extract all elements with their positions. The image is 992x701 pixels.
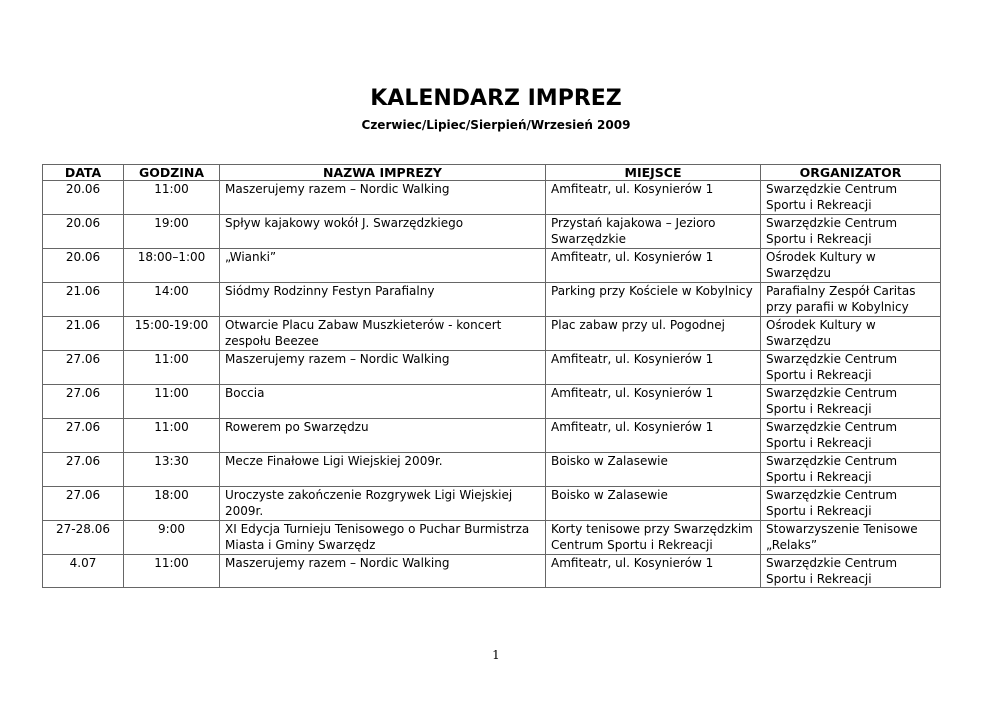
table-row <box>43 215 941 249</box>
cell-organizer: Swarzędzkie Centrum Sportu i Rekreacji <box>761 215 941 249</box>
page-number: 1 <box>492 648 500 662</box>
cell-place: Amfiteatr, ul. Kosynierów 1 <box>546 419 761 453</box>
cell-date: 27.06 <box>43 351 124 385</box>
cell-place: Plac zabaw przy ul. Pogodnej <box>546 317 761 351</box>
cell-time: 11:00 <box>124 351 220 385</box>
cell-time: 11:00 <box>124 385 220 419</box>
cell-time: 13:30 <box>124 453 220 487</box>
table-row <box>43 181 941 215</box>
table-row <box>43 419 941 453</box>
table-row <box>43 555 941 588</box>
table-row <box>43 453 941 487</box>
cell-event-name: Otwarcie Placu Zabaw Muszkieterów - koncert zespołu Beezee <box>220 317 546 351</box>
cell-place: Boisko w Zalasewie <box>546 453 761 487</box>
cell-event-name: Maszerujemy razem – Nordic Walking <box>220 555 546 588</box>
cell-event-name: „Wianki” <box>220 249 546 283</box>
cell-time: 18:00–1:00 <box>124 249 220 283</box>
cell-date: 20.06 <box>43 215 124 249</box>
header-date: DATA <box>43 165 124 181</box>
events-table <box>42 164 941 588</box>
cell-time: 11:00 <box>124 555 220 588</box>
cell-place: Amfiteatr, ul. Kosynierów 1 <box>546 555 761 588</box>
cell-place: Boisko w Zalasewie <box>546 487 761 521</box>
cell-event-name: Boccia <box>220 385 546 419</box>
cell-place: Amfiteatr, ul. Kosynierów 1 <box>546 351 761 385</box>
cell-organizer: Swarzędzkie Centrum Sportu i Rekreacji <box>761 419 941 453</box>
table-row <box>43 283 941 317</box>
cell-organizer: Swarzędzkie Centrum Sportu i Rekreacji <box>761 453 941 487</box>
cell-time: 14:00 <box>124 283 220 317</box>
page-title: KALENDARZ IMPREZ <box>370 86 622 111</box>
cell-place: Amfiteatr, ul. Kosynierów 1 <box>546 249 761 283</box>
cell-place: Amfiteatr, ul. Kosynierów 1 <box>546 385 761 419</box>
cell-place: Korty tenisowe przy Swarzędzkim Centrum Sportu i Rekreacji <box>546 521 761 555</box>
cell-time: 11:00 <box>124 419 220 453</box>
cell-event-name: Maszerujemy razem – Nordic Walking <box>220 351 546 385</box>
cell-organizer: Swarzędzkie Centrum Sportu i Rekreacji <box>761 555 941 588</box>
cell-date: 4.07 <box>43 555 124 588</box>
cell-organizer: Swarzędzkie Centrum Sportu i Rekreacji <box>761 351 941 385</box>
cell-organizer: Swarzędzkie Centrum Sportu i Rekreacji <box>761 385 941 419</box>
page-subtitle: Czerwiec/Lipiec/Sierpień/Wrzesień 2009 <box>361 118 631 132</box>
table-row <box>43 317 941 351</box>
cell-date: 21.06 <box>43 283 124 317</box>
cell-organizer: Parafialny Zespół Caritas przy parafii w Kobylnicy <box>761 283 941 317</box>
header-time: GODZINA <box>124 165 220 181</box>
cell-event-name: Maszerujemy razem – Nordic Walking <box>220 181 546 215</box>
table-row <box>43 385 941 419</box>
table-row <box>43 249 941 283</box>
header-organizer: ORGANIZATOR <box>761 165 941 181</box>
table-row <box>43 351 941 385</box>
cell-organizer: Swarzędzkie Centrum Sportu i Rekreacji <box>761 487 941 521</box>
cell-date: 27.06 <box>43 385 124 419</box>
cell-time: 11:00 <box>124 181 220 215</box>
cell-date: 27.06 <box>43 419 124 453</box>
table-row <box>43 487 941 521</box>
cell-date: 27-28.06 <box>43 521 124 555</box>
cell-event-name: Rowerem po Swarzędzu <box>220 419 546 453</box>
cell-place: Parking przy Kościele w Kobylnicy <box>546 283 761 317</box>
cell-time: 15:00-19:00 <box>124 317 220 351</box>
table-row <box>43 521 941 555</box>
cell-event-name: Spływ kajakowy wokół J. Swarzędzkiego <box>220 215 546 249</box>
cell-event-name: Uroczyste zakończenie Rozgrywek Ligi Wiejskiej 2009r. <box>220 487 546 521</box>
cell-date: 20.06 <box>43 181 124 215</box>
cell-event-name: XI Edycja Turnieju Tenisowego o Puchar Burmistrza Miasta i Gminy Swarzędz <box>220 521 546 555</box>
cell-date: 21.06 <box>43 317 124 351</box>
cell-date: 27.06 <box>43 453 124 487</box>
cell-organizer: Swarzędzkie Centrum Sportu i Rekreacji <box>761 181 941 215</box>
header-place: MIEJSCE <box>546 165 761 181</box>
cell-place: Amfiteatr, ul. Kosynierów 1 <box>546 181 761 215</box>
cell-organizer: Ośrodek Kultury w Swarzędzu <box>761 249 941 283</box>
cell-place: Przystań kajakowa – Jezioro Swarzędzkie <box>546 215 761 249</box>
cell-organizer: Stowarzyszenie Tenisowe „Relaks” <box>761 521 941 555</box>
cell-time: 18:00 <box>124 487 220 521</box>
cell-event-name: Mecze Finałowe Ligi Wiejskiej 2009r. <box>220 453 546 487</box>
cell-organizer: Ośrodek Kultury w Swarzędzu <box>761 317 941 351</box>
cell-time: 9:00 <box>124 521 220 555</box>
header-name: NAZWA IMPREZY <box>220 165 546 181</box>
table-header-row <box>43 165 941 181</box>
cell-date: 20.06 <box>43 249 124 283</box>
cell-date: 27.06 <box>43 487 124 521</box>
cell-event-name: Siódmy Rodzinny Festyn Parafialny <box>220 283 546 317</box>
cell-time: 19:00 <box>124 215 220 249</box>
